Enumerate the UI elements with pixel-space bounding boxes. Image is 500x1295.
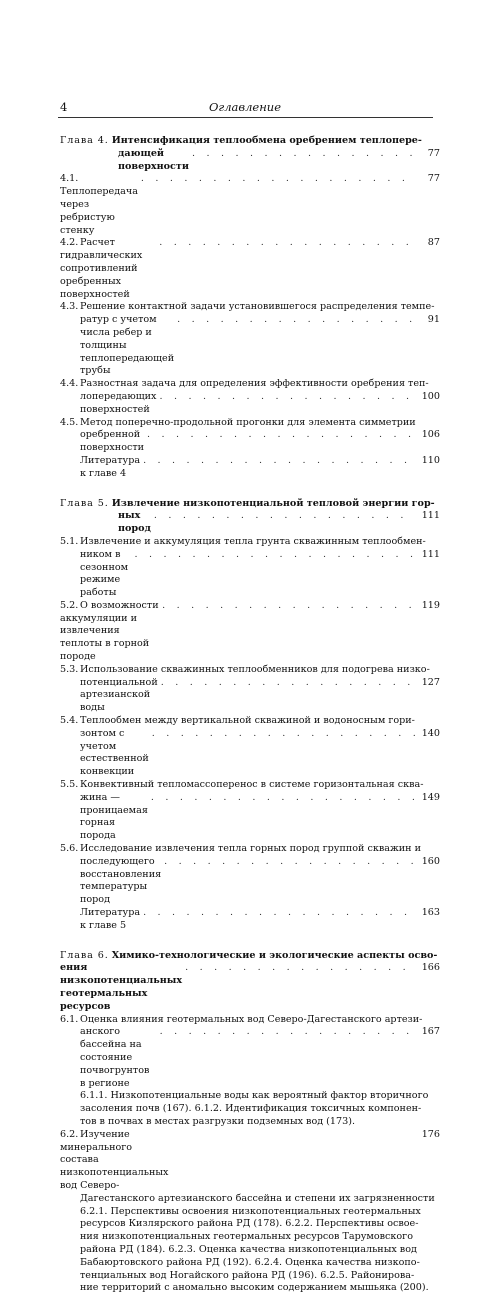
- subsection-text: Бабаюртовского района РД (192). 6.2.4. Оценка качества низкопо-: [80, 1256, 420, 1268]
- chapter-label: Глава 4.: [60, 135, 109, 146]
- leader-dots: [147, 429, 415, 442]
- page-ref: 111: [421, 510, 440, 522]
- toc-entry-cont: лопередающих поверхностей . . . 100: [60, 391, 440, 417]
- page-ref: 77: [427, 173, 440, 185]
- toc-entry: 5.6. Исследование извлечения тепла горных пород группой скважин и: [60, 843, 422, 855]
- chapter-heading: [60, 135, 440, 148]
- page-ref: 111: [421, 548, 440, 560]
- leader-dots: [161, 677, 415, 690]
- chapter-heading-cont: [60, 510, 440, 536]
- subsection-text: 6.1.1. Низкопотенциальные воды как вероятный фактор вторичного: [80, 1090, 429, 1102]
- leader-dots: [177, 314, 415, 327]
- chapter-heading: [60, 498, 440, 511]
- page-ref: 106: [421, 429, 440, 441]
- leader-dots: [134, 549, 415, 562]
- subsection-text: ния низкопотенциальных геотермальных ресурсов Тарумовского: [80, 1231, 413, 1243]
- toc-entry-cont: потенциальной артезианской воды . . . 127: [60, 677, 440, 715]
- toc-entry: 4.5. Метод поперечно-продольной прогонки для элемента симметрии: [60, 416, 416, 428]
- header-rule: [58, 117, 433, 118]
- subsection-text: Дагестанского артезианского бассейна и степени их загрязненности: [80, 1192, 435, 1204]
- toc-entry: 5.2. О возможности аккумуляции и извлечения теплоты в горной породе . . . 119: [60, 600, 440, 664]
- page-ref: 100: [421, 390, 440, 402]
- subsection-text: ние территорий с аномально высоким содержанием мышьяка (200).: [80, 1282, 429, 1294]
- toc-entry: 5.5. Конвективный тепломассоперенос в системе горизонтальная сква-: [60, 779, 424, 791]
- table-of-contents: [60, 135, 440, 1295]
- subsection-text: тенциальных вод Ногайского района РД (196). 6.2.5. Районирова-: [80, 1269, 415, 1281]
- chapter-6: [60, 950, 440, 1295]
- toc-entry: 6.2. Изучение минерального состава низкопотенциальных вод Северо- 176: [60, 1128, 440, 1191]
- toc-entry: 5.1. Извлечение и аккумуляция тепла грунта скважинным теплообмен-: [60, 535, 426, 547]
- page-ref: 167: [421, 1026, 440, 1038]
- toc-entry: 6.1. Оценка влияния геотермальных вод Северо-Дагестанского артези-: [60, 1013, 423, 1025]
- page-ref: 127: [421, 676, 440, 688]
- page-ref: 166: [421, 962, 440, 974]
- page-ref: 176: [421, 1128, 440, 1140]
- leader-dots: [159, 391, 415, 404]
- chapter-title: Интенсификация теплообмена оребрением теплопере-: [111, 135, 422, 146]
- toc-entry-cont: оребренной поверхности . . . 106: [60, 429, 440, 455]
- toc-entry-literature: Литература к главе 5 . . . 163: [60, 907, 440, 933]
- leader-dots: [185, 962, 415, 975]
- toc-entry: 4.4. Разностная задача для определения эффективности оребрения теп-: [60, 378, 429, 390]
- chapter-title: Извлечение низкопотенциальной тепловой энергии гор-: [111, 497, 435, 509]
- page-ref: 149: [421, 791, 440, 803]
- chapter-label: Глава 6.: [60, 949, 109, 961]
- chapter-title-cont: дающей поверхности: [118, 147, 189, 172]
- subsection-text: района РД (184). 6.2.3. Оценка качества низкопотенциальных вод: [80, 1243, 417, 1255]
- page-ref: 163: [421, 907, 440, 919]
- leader-dots: [192, 148, 415, 161]
- leader-dots: [143, 907, 415, 920]
- toc-entry-cont: ратур с учетом числа ребер и толщины теплопередающей трубы . . . 91: [60, 314, 440, 378]
- leader-dots: [143, 455, 415, 468]
- page-number: 4: [60, 100, 68, 114]
- toc-entry: 4.3. Решение контактной задачи установившегося распределения темпе-: [60, 301, 435, 313]
- toc-entry: 4.2. Расчет гидравлических сопротивлений оребренных поверхностей . . . 87: [60, 237, 440, 301]
- toc-entry: 5.4. Теплообмен между вертикальной скважиной и водоносным гори-: [60, 715, 415, 727]
- leader-dots: [141, 173, 415, 186]
- chapter-heading: [60, 950, 440, 963]
- chapter-title-cont: ных пород: [118, 510, 151, 535]
- chapter-label: Глава 5.: [60, 497, 109, 509]
- subsection-text: засоления почв (167). 6.1.2. Идентификация токсичных компонен-: [80, 1103, 422, 1115]
- page-ref: 87: [427, 237, 440, 249]
- page-ref: 91: [427, 314, 440, 326]
- toc-entry-cont: последующего восстановления температуры пород . . . 160: [60, 856, 440, 907]
- toc-entry-cont: жина — проницаемая горная порода . . . 149: [60, 792, 440, 843]
- chapter-heading-cont: [60, 962, 440, 1013]
- toc-entry: 4.1.Теплопередача через ребристую стенку . . . 77: [60, 173, 440, 237]
- chapter-5: [60, 498, 440, 933]
- subsection-text: 6.2.1. Перспективы освоения низкопотенциальных геотермальных: [80, 1205, 421, 1217]
- chapter-title-cont: ения низкопотенциальных геотермальных ресурсов: [60, 962, 183, 1012]
- chapter-4: [60, 135, 440, 481]
- page-ref: 119: [421, 599, 440, 611]
- page-ref: 140: [421, 727, 440, 739]
- subsection-text: тов в почвах в местах разгрузки подземных вод (173).: [80, 1115, 356, 1127]
- leader-dots: [160, 1026, 415, 1039]
- page-ref: 77: [427, 147, 440, 159]
- leader-dots: [151, 792, 415, 805]
- page-ref: 160: [421, 855, 440, 867]
- subsection-text: ресурсов Кизлярского района РД (178). 6.2.2. Перспективы освое-: [80, 1218, 419, 1230]
- toc-entry-cont: зонтом с учетом естественной конвекции . . . 140: [60, 728, 440, 779]
- running-title: Оглавление: [208, 100, 282, 114]
- leader-dots: [159, 237, 415, 250]
- chapter-title: Химико-технологические и экологические аспекты осво-: [111, 949, 438, 961]
- toc-entry-literature: Литература к главе 4 . . . 110: [60, 455, 440, 481]
- running-header: [60, 99, 430, 115]
- chapter-heading-cont: [60, 148, 440, 174]
- toc-entry: 5.3. Использование скважинных теплообменников для подогрева низко-: [60, 663, 430, 675]
- leader-dots: [154, 510, 415, 523]
- leader-dots: [152, 728, 415, 741]
- toc-entry-cont: ником в сезонном режиме работы . . . 111: [60, 549, 440, 600]
- page-ref: 110: [421, 454, 440, 466]
- leader-dots: [162, 600, 415, 613]
- toc-entry-cont: анского бассейна на состояние почвогрунтов в регионе . . . 167: [60, 1026, 440, 1090]
- leader-dots: [164, 856, 415, 869]
